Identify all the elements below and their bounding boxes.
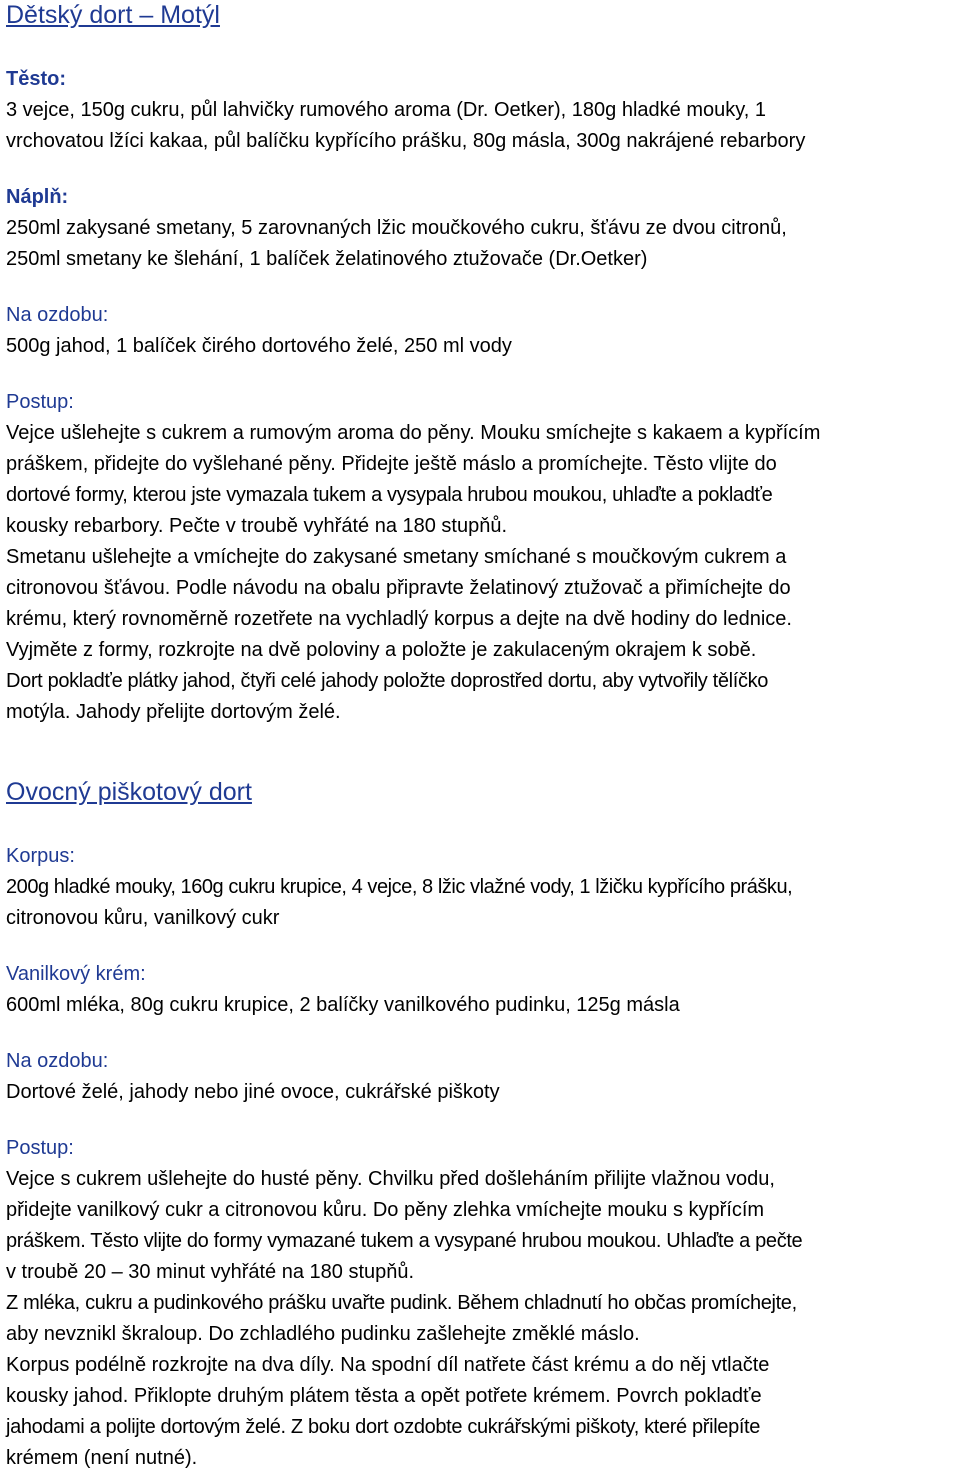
instruction-line: Korpus podélně rozkrojte na dva díly. Na spodní díl natřete část krému a do něj vtlačte: [6, 1354, 770, 1376]
section-label-napln: Náplň:: [6, 186, 69, 208]
section-label-korpus: Korpus:: [6, 845, 75, 867]
ingredients-line: 250ml smetany ke šlehání, 1 balíček želatinového ztužovače (Dr.Oetker): [6, 248, 648, 270]
instruction-line: citronovou šťávou. Podle návodu na obalu připravte želatinový ztužovač a přimíchejte do: [6, 577, 791, 599]
instruction-line: Smetanu ušlehejte a vmíchejte do zakysané smetany smíchané s moučkovým cukrem a: [6, 546, 787, 568]
instruction-line: dortové formy, kterou jste vymazala tukem a vysypala hrubou moukou, uhlaďte a pokladťe: [6, 484, 773, 506]
instruction-line: jahodami a polijte dortovým želé. Z boku dort ozdobte cukrářskými piškoty, které přilepíte: [6, 1416, 761, 1438]
instruction-line: krémem (není nutné).: [6, 1447, 198, 1469]
instruction-line: Vejce s cukrem ušlehejte do husté pěny. Chvilku před došleháním přilijte vlažnou vodu,: [6, 1168, 775, 1190]
recipe-title: Dětský dort – Motýl: [6, 1, 220, 29]
ingredients-line: 200g hladké mouky, 160g cukru krupice, 4 vejce, 8 lžic vlažné vody, 1 lžičku kypřícího prášku,: [6, 876, 793, 898]
instruction-line: Z mléka, cukru a pudinkového prášku uvařte pudink. Během chladnutí ho občas promíchejte,: [6, 1292, 797, 1314]
instruction-line: krému, který rovnoměrně rozetřete na vychladlý korpus a dejte na dvě hodiny do lednice.: [6, 608, 792, 630]
instruction-line: Vyjměte z formy, rozkrojte na dvě poloviny a položte je zakulaceným okrajem k sobě.: [6, 639, 757, 661]
ingredients-line: Dortové želé, jahody nebo jiné ovoce, cukrářské piškoty: [6, 1081, 500, 1103]
instruction-line: v troubě 20 – 30 minut vyhřáté na 180 stupňů.: [6, 1261, 415, 1283]
section-label-testo: Těsto:: [6, 68, 66, 90]
instruction-line: Vejce ušlehejte s cukrem a rumovým aroma do pěny. Mouku smíchejte s kakaem a kypřícím: [6, 422, 821, 444]
ingredients-line: 3 vejce, 150g cukru, půl lahvičky rumového aroma (Dr. Oetker), 180g hladké mouky, 1: [6, 99, 766, 121]
instruction-line: přidejte vanilkový cukr a citronovou kůru. Do pěny zlehka vmíchejte mouku s kypřícím: [6, 1199, 765, 1221]
section-label-na-ozdobu: Na ozdobu:: [6, 1050, 109, 1072]
ingredients-line: citronovou kůru, vanilkový cukr: [6, 907, 280, 929]
section-label-postup: Postup:: [6, 391, 74, 413]
instruction-line: Dort pokladťe plátky jahod, čtyři celé jahody položte doprostřed dortu, aby vytvořily tělíčko: [6, 670, 769, 692]
section-label-postup: Postup:: [6, 1137, 74, 1159]
ingredients-line: 500g jahod, 1 balíček čirého dortového želé, 250 ml vody: [6, 335, 512, 357]
ingredients-line: 600ml mléka, 80g cukru krupice, 2 balíčky vanilkového pudinku, 125g másla: [6, 994, 680, 1016]
recipe-title: Ovocný piškotový dort: [6, 778, 252, 806]
instruction-line: práškem. Těsto vlijte do formy vymazané tukem a vysypané hrubou moukou. Uhlaďte a pečte: [6, 1230, 803, 1252]
instruction-line: kousky jahod. Přiklopte druhým plátem těsta a opět potřete krémem. Povrch pokladťe: [6, 1385, 762, 1407]
section-label-na-ozdobu: Na ozdobu:: [6, 304, 109, 326]
ingredients-line: vrchovatou lžíci kakaa, půl balíčku kypřícího prášku, 80g másla, 300g nakrájené rebarbory: [6, 130, 806, 152]
section-label-vanilkovy-krem: Vanilkový krém:: [6, 963, 146, 985]
instruction-line: kousky rebarbory. Pečte v troubě vyhřáté na 180 stupňů.: [6, 515, 508, 537]
instruction-line: aby nevznikl škraloup. Do zchladlého pudinku zašlehejte změklé máslo.: [6, 1323, 640, 1345]
ingredients-line: 250ml zakysané smetany, 5 zarovnaných lžic moučkového cukru, šťávu ze dvou citronů,: [6, 217, 787, 239]
instruction-line: práškem, přidejte do vyšlehané pěny. Přidejte ještě máslo a promíchejte. Těsto vlijte do: [6, 453, 777, 475]
instruction-line: motýla. Jahody přelijte dortovým želé.: [6, 701, 341, 723]
